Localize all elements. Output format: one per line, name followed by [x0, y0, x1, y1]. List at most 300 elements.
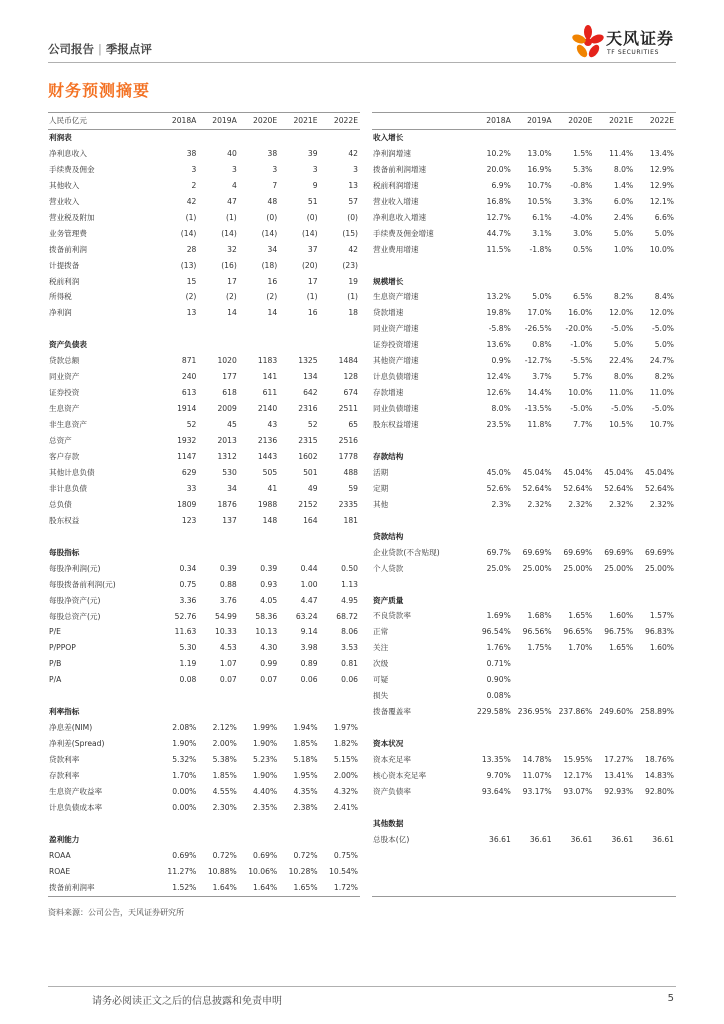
value-cell: 92.80% — [645, 786, 674, 796]
value-cell: 0.8% — [532, 340, 552, 350]
value-cell — [513, 577, 554, 593]
row-label: ROAE — [49, 866, 71, 876]
table-row — [372, 640, 676, 656]
value-cell: 1020 — [217, 356, 237, 366]
value-cell — [198, 129, 238, 145]
row-label — [48, 688, 158, 704]
value-cell: 5.0% — [613, 228, 634, 238]
value-cell: 10.7% — [527, 180, 552, 190]
value-cell: 36.61 — [570, 834, 593, 844]
row-label: 计息负债增速 — [373, 372, 419, 382]
value-cell: 8.4% — [654, 292, 674, 302]
value-cell: 10.2% — [486, 148, 511, 158]
section-header-row — [372, 274, 676, 290]
value-cell: 34 — [227, 483, 237, 493]
value-cell: 5.0% — [654, 340, 674, 350]
table-row — [372, 784, 676, 800]
value-cell: 25.00% — [604, 563, 634, 573]
row-label: 证券投资 — [49, 388, 80, 398]
value-cell: 0.06 — [341, 675, 358, 685]
value-cell: 37 — [307, 244, 318, 254]
value-cell: 0.88 — [219, 579, 237, 589]
row-label: 净利息收入 — [49, 148, 87, 158]
table-row — [48, 289, 360, 305]
value-cell: 611 — [262, 388, 278, 398]
value-cell — [472, 529, 513, 545]
value-cell: 6.9% — [491, 180, 511, 190]
row-label: 每股净利润(元) — [49, 563, 101, 573]
table-row — [48, 242, 360, 258]
value-cell — [594, 433, 635, 449]
value-cell: 0.08% — [486, 691, 511, 701]
row-label: 资产质量 — [373, 595, 404, 605]
value-cell: 65 — [348, 420, 358, 430]
value-cell: 4.95 — [341, 595, 358, 605]
value-cell: 10.33 — [215, 627, 237, 637]
value-cell: 14.83% — [645, 771, 674, 780]
row-label: P/E — [49, 627, 61, 637]
value-cell: 0.69% — [253, 850, 278, 860]
value-cell: 4.47 — [300, 595, 318, 605]
table-row — [372, 385, 676, 401]
row-label: 贷款结构 — [373, 531, 404, 541]
value-cell: 5.3% — [573, 164, 593, 174]
row-label: 同业资产 — [49, 372, 80, 382]
value-cell — [320, 529, 360, 545]
value-cell: 0.07 — [219, 675, 237, 685]
value-cell: 69.69% — [563, 547, 593, 557]
value-cell: 4.40% — [253, 786, 278, 796]
table-row — [372, 688, 676, 704]
value-cell: 19.8% — [486, 308, 511, 318]
value-cell — [554, 433, 595, 449]
value-cell — [635, 129, 676, 145]
value-cell: 11.07% — [522, 771, 552, 780]
value-cell: 1.70% — [172, 771, 197, 781]
row-label: 规模增长 — [373, 276, 404, 286]
value-cell — [554, 800, 595, 816]
value-cell: 5.38% — [212, 755, 237, 765]
value-cell: 17.27% — [604, 755, 634, 765]
value-cell: (2) — [185, 292, 197, 302]
table-row — [372, 226, 676, 242]
value-cell — [239, 337, 279, 353]
value-cell — [554, 848, 595, 864]
table-row — [48, 497, 360, 513]
value-cell — [594, 800, 635, 816]
value-cell: 5.7% — [573, 372, 593, 382]
table-row — [48, 210, 360, 226]
row-label: 收入增长 — [373, 132, 404, 142]
value-cell — [554, 529, 595, 545]
value-cell: 3.3% — [573, 196, 593, 206]
value-cell — [320, 832, 360, 848]
value-cell: 2152 — [298, 499, 318, 509]
table-row — [48, 864, 360, 880]
year-header-cell: 2020E — [554, 113, 595, 130]
value-cell — [554, 593, 595, 609]
value-cell: 11.5% — [486, 244, 511, 254]
table-row — [372, 289, 676, 305]
table-row — [48, 321, 360, 337]
table-row — [372, 369, 676, 385]
value-cell — [279, 688, 319, 704]
value-cell: 1.60% — [609, 611, 634, 621]
value-cell: 1.95% — [293, 771, 318, 781]
value-cell: 13.2% — [486, 292, 511, 302]
value-cell: 1.76% — [486, 643, 511, 653]
table-row — [48, 529, 360, 545]
value-cell — [513, 864, 554, 880]
footer-divider — [48, 986, 676, 987]
value-cell: 0.81 — [341, 659, 358, 669]
value-cell: 5.0% — [654, 228, 674, 238]
value-cell: 642 — [303, 388, 318, 398]
table-row — [372, 337, 676, 353]
value-cell: 10.06% — [248, 866, 278, 876]
value-cell: 134 — [303, 372, 318, 382]
row-label: 每股指标 — [49, 547, 80, 557]
value-cell: 249.60% — [599, 707, 634, 717]
value-cell — [513, 433, 554, 449]
value-cell — [635, 672, 676, 688]
row-label: 净利润增速 — [373, 148, 411, 158]
value-cell: 6.1% — [532, 212, 552, 222]
value-cell: 6.5% — [573, 292, 593, 302]
value-cell: 164 — [303, 515, 318, 525]
table-row — [372, 146, 676, 162]
value-cell: 2.3% — [491, 499, 511, 509]
value-cell: 10.0% — [649, 244, 674, 254]
row-label: 生息资产收益率 — [49, 786, 103, 796]
table-row — [372, 864, 676, 880]
value-cell — [554, 449, 595, 465]
value-cell: -5.0% — [570, 404, 593, 414]
value-cell: 45.04% — [645, 467, 674, 477]
table-row — [48, 194, 360, 210]
value-cell: 8.06 — [341, 627, 358, 637]
table-row — [48, 226, 360, 242]
value-cell — [279, 129, 319, 145]
value-cell: 14 — [227, 308, 237, 318]
table-row — [372, 242, 676, 258]
value-cell — [472, 816, 513, 832]
table-row — [372, 401, 676, 417]
value-cell: 96.65% — [563, 627, 593, 637]
value-cell: 177 — [222, 372, 237, 382]
value-cell: 10.54% — [329, 866, 358, 876]
row-label: 生息资产 — [49, 404, 80, 414]
value-cell — [554, 129, 595, 145]
row-label: 存款利率 — [49, 771, 80, 781]
value-cell: 1.60% — [649, 643, 674, 653]
value-cell — [239, 832, 279, 848]
value-cell: (14) — [261, 228, 278, 238]
value-cell: 11.63 — [174, 627, 197, 637]
value-cell: 0.75 — [179, 579, 197, 589]
row-label: 计提拨备 — [49, 260, 80, 270]
row-label: 证券投资增速 — [373, 340, 419, 350]
section-header-row — [48, 337, 360, 353]
value-cell — [472, 274, 513, 290]
value-cell — [513, 880, 554, 896]
row-label: 手续费及佣金 — [49, 164, 95, 174]
value-cell: (0) — [266, 212, 278, 222]
value-cell: 1.64% — [198, 880, 238, 896]
value-cell: 2315 — [298, 436, 318, 446]
value-cell: 488 — [343, 467, 358, 477]
value-cell: 16.9% — [527, 164, 552, 174]
header-divider — [48, 62, 676, 63]
value-cell — [279, 704, 319, 720]
value-cell — [158, 337, 198, 353]
value-cell: 11.8% — [527, 420, 552, 430]
value-cell: 45.04% — [563, 467, 593, 477]
value-cell: 96.54% — [481, 627, 511, 637]
value-cell — [594, 593, 635, 609]
section-header-row — [372, 736, 676, 752]
row-label: P/A — [49, 675, 62, 685]
value-cell — [198, 545, 238, 561]
value-cell — [320, 321, 360, 337]
table-row — [48, 449, 360, 465]
value-cell: 7 — [272, 180, 278, 190]
value-cell: 10.13 — [255, 627, 278, 637]
value-cell — [554, 720, 595, 736]
row-label: 企业贷款(不含贴现) — [373, 547, 440, 557]
value-cell: 8.0% — [613, 372, 634, 382]
value-cell: 128 — [343, 372, 358, 382]
value-cell: (14) — [221, 228, 237, 238]
value-cell: 45 — [227, 420, 237, 430]
value-cell: 6.6% — [654, 212, 674, 222]
value-cell: 1.94% — [293, 723, 318, 733]
value-cell: 42 — [348, 148, 358, 158]
value-cell — [554, 816, 595, 832]
table-row — [372, 497, 676, 513]
table-row — [48, 401, 360, 417]
value-cell: 16.0% — [568, 308, 593, 318]
value-cell — [594, 258, 635, 274]
value-cell — [279, 529, 319, 545]
row-label: 计息负债成本率 — [49, 802, 103, 812]
value-cell — [513, 656, 554, 672]
value-cell: 3 — [231, 164, 237, 174]
year-header-cell: 2018A — [472, 113, 513, 130]
value-cell: 43 — [267, 420, 278, 430]
value-cell: 22.4% — [609, 356, 634, 366]
value-cell: 0.50 — [341, 563, 358, 573]
value-cell — [472, 720, 513, 736]
value-cell — [635, 529, 676, 545]
value-cell: 3.7% — [532, 372, 552, 382]
value-cell: 237.86% — [558, 707, 593, 717]
value-cell: 2.38% — [293, 802, 318, 812]
row-label — [372, 720, 472, 736]
report-type-header — [48, 41, 152, 57]
value-cell: -4.0% — [570, 212, 593, 222]
value-cell: -5.0% — [651, 404, 674, 414]
report-type: 公司报告 — [48, 42, 94, 56]
year-header-cell: 2019A — [198, 113, 238, 130]
value-cell: 240 — [181, 372, 197, 382]
row-label — [372, 513, 472, 529]
row-label: 净利息收入增速 — [373, 212, 427, 222]
value-cell — [635, 593, 676, 609]
table-row — [372, 561, 676, 577]
value-cell — [635, 577, 676, 593]
value-cell: -5.8% — [488, 324, 511, 334]
value-cell: 2.32% — [609, 499, 634, 509]
row-label: 手续费及佣金增速 — [373, 228, 434, 238]
value-cell: 4.05 — [260, 595, 278, 605]
row-label: 其他收入 — [49, 180, 80, 190]
value-cell — [635, 800, 676, 816]
row-label: 净利差(Spread) — [49, 739, 105, 749]
section-title: 财务预测摘要 — [48, 81, 151, 100]
row-label: 利率指标 — [49, 707, 80, 717]
table-row — [48, 609, 360, 625]
value-cell — [594, 880, 635, 896]
value-cell — [472, 129, 513, 145]
value-cell: 12.17% — [563, 771, 593, 780]
section-header-row — [48, 545, 360, 561]
row-label: 拨备前利润增速 — [373, 164, 427, 174]
value-cell: 52.64% — [604, 483, 634, 493]
value-cell: (2) — [226, 292, 237, 302]
row-label: 盈利能力 — [49, 834, 80, 844]
table-row — [372, 752, 676, 768]
value-cell: 63.24 — [295, 611, 318, 621]
table-row — [372, 800, 676, 816]
value-cell — [554, 577, 595, 593]
table-row — [372, 704, 676, 720]
value-cell — [239, 545, 279, 561]
value-cell — [594, 274, 635, 290]
value-cell: 52 — [307, 420, 318, 430]
value-cell: 16 — [307, 308, 318, 318]
section-header-row — [48, 704, 360, 720]
value-cell — [158, 832, 198, 848]
table-row — [48, 146, 360, 162]
value-cell — [239, 321, 279, 337]
value-cell: 13.4% — [649, 148, 674, 158]
value-cell: 17 — [307, 276, 318, 286]
value-cell: 8.0% — [613, 164, 634, 174]
value-cell: 18.76% — [645, 755, 674, 765]
value-cell: 1.19 — [179, 659, 197, 669]
table-row — [48, 513, 360, 529]
row-label: 股东权益 — [49, 515, 80, 525]
row-label: 每股拨备前利润(元) — [49, 579, 116, 589]
value-cell: 0.93 — [260, 579, 278, 589]
value-cell — [635, 736, 676, 752]
value-cell: 40 — [227, 148, 237, 158]
right-forecast-table — [372, 112, 676, 897]
value-cell: 229.58% — [477, 707, 511, 717]
value-cell — [513, 672, 554, 688]
value-cell — [594, 129, 635, 145]
table-row — [372, 305, 676, 321]
table-row — [372, 353, 676, 369]
value-cell: 2.30% — [212, 802, 237, 812]
value-cell: 141 — [262, 372, 278, 382]
value-cell — [594, 672, 635, 688]
row-label: 资本充足率 — [373, 755, 411, 765]
value-cell: 92.93% — [604, 786, 634, 796]
row-label: 利润表 — [49, 132, 72, 142]
value-cell: 69.7% — [486, 547, 511, 557]
table-row — [372, 608, 676, 624]
value-cell: 1988 — [257, 499, 278, 509]
value-cell: 1312 — [217, 452, 237, 461]
value-cell — [513, 274, 554, 290]
section-header-row — [372, 816, 676, 832]
value-cell: 7.7% — [573, 420, 593, 430]
table-row — [48, 800, 360, 816]
value-cell: 18 — [348, 308, 358, 318]
table-row — [48, 784, 360, 800]
value-cell: 0.72% — [212, 850, 237, 860]
value-cell: 3.98 — [300, 643, 318, 653]
value-cell: 0.99 — [260, 659, 278, 669]
value-cell: 51 — [307, 196, 318, 206]
value-cell: 5.32% — [172, 755, 197, 765]
row-label: 营业税及附加 — [49, 212, 95, 222]
value-cell: 42 — [348, 244, 358, 254]
row-label: 税前利润增速 — [373, 180, 419, 190]
value-cell: 13.6% — [486, 340, 511, 350]
value-cell: (13) — [180, 260, 197, 270]
value-cell: 2511 — [338, 404, 358, 414]
year-header-cell: 2019A — [513, 113, 554, 130]
value-cell: 25.0% — [486, 563, 511, 573]
value-cell: 2.32% — [649, 499, 674, 509]
table-row — [48, 274, 360, 290]
value-cell: 68.72 — [336, 611, 358, 621]
value-cell — [554, 736, 595, 752]
value-cell — [279, 816, 319, 832]
row-label: 正常 — [373, 627, 389, 637]
table-row — [48, 353, 360, 369]
row-label: 拨备前利润 — [49, 244, 87, 254]
value-cell — [513, 736, 554, 752]
table-row — [372, 832, 676, 848]
value-cell: 0.69% — [172, 850, 197, 860]
value-cell — [158, 321, 198, 337]
value-cell: 45.0% — [486, 467, 511, 477]
value-cell: 1.75% — [527, 643, 552, 653]
value-cell: -5.0% — [651, 324, 674, 334]
value-cell: 137 — [222, 515, 237, 525]
value-cell — [513, 800, 554, 816]
value-cell: -26.5% — [524, 324, 552, 334]
value-cell: 52.6% — [486, 483, 511, 493]
value-cell: 2009 — [217, 404, 237, 414]
value-cell — [635, 258, 676, 274]
table-row — [48, 369, 360, 385]
row-label — [372, 433, 472, 449]
value-cell — [472, 577, 513, 593]
value-cell: 52.64% — [645, 483, 674, 493]
value-cell: 9 — [312, 180, 318, 190]
value-cell — [320, 545, 360, 561]
value-cell: 0.72% — [293, 850, 318, 860]
value-cell — [472, 800, 513, 816]
table-row — [372, 768, 676, 784]
value-cell: 1809 — [177, 499, 197, 509]
row-label: 同业负债增速 — [373, 404, 419, 414]
